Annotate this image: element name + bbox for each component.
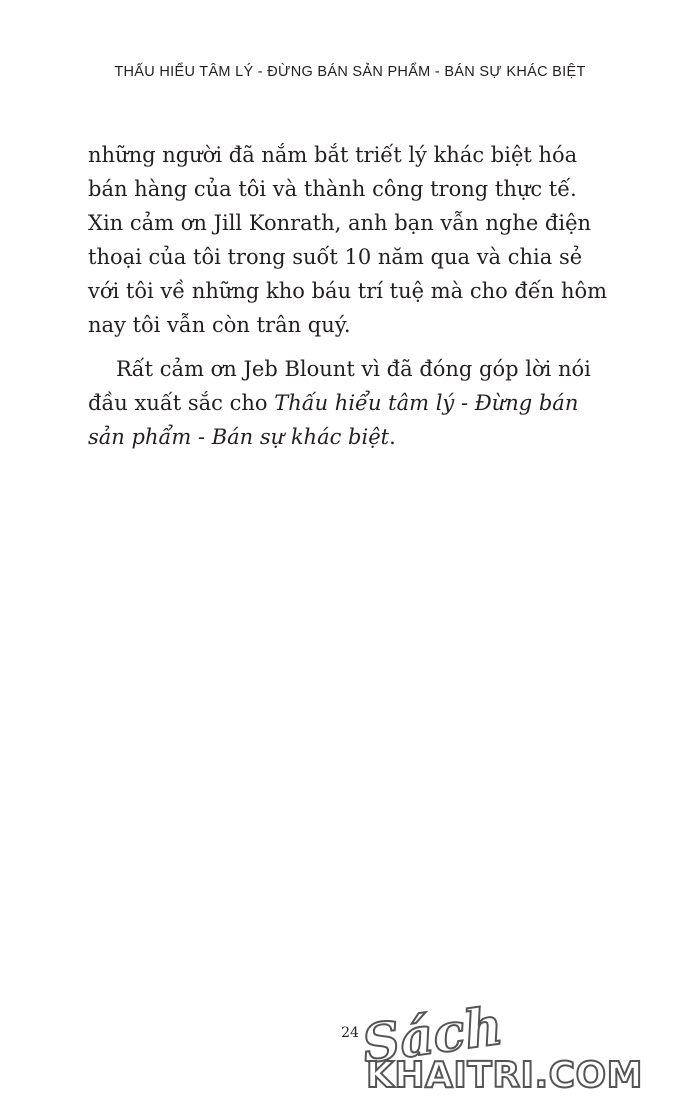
- watermark-script-text: Sách: [358, 995, 507, 1076]
- page-number: 24: [341, 1025, 359, 1041]
- paragraph-2-end: .: [389, 425, 396, 449]
- watermark-logo: [358, 995, 688, 1115]
- running-header: THẤU HIỂU TÂM LÝ - ĐỪNG BÁN SẢN PHẨM - BÁN SỰ KHÁC BIỆT: [114, 64, 586, 80]
- paragraph-1: những người đã nắm bắt triết lý khác biệt hóa bán hàng của tôi và thành công trong thực tế. Xin cảm ơn Jill Konrath, anh bạn vẫn nghe điện thoại của tôi trong suốt 10 năm qua và chia sẻ với tôi về những kho báu trí tuệ mà cho đến hôm nay tôi vẫn còn trân quý.: [88, 143, 608, 337]
- paragraph-2-lead: Rất cảm ơn Jeb Blount vì đã đóng góp lời nói đầu xuất sắc cho: [88, 357, 591, 415]
- paragraph-2: [88, 352, 618, 454]
- book-title: Thấu hiểu tâm lý - Đừng bán sản phẩm - Bán sự khác biệt: [88, 391, 579, 449]
- watermark-brand-text: KHAITRI.COM: [366, 1055, 643, 1096]
- body-text: [88, 138, 618, 454]
